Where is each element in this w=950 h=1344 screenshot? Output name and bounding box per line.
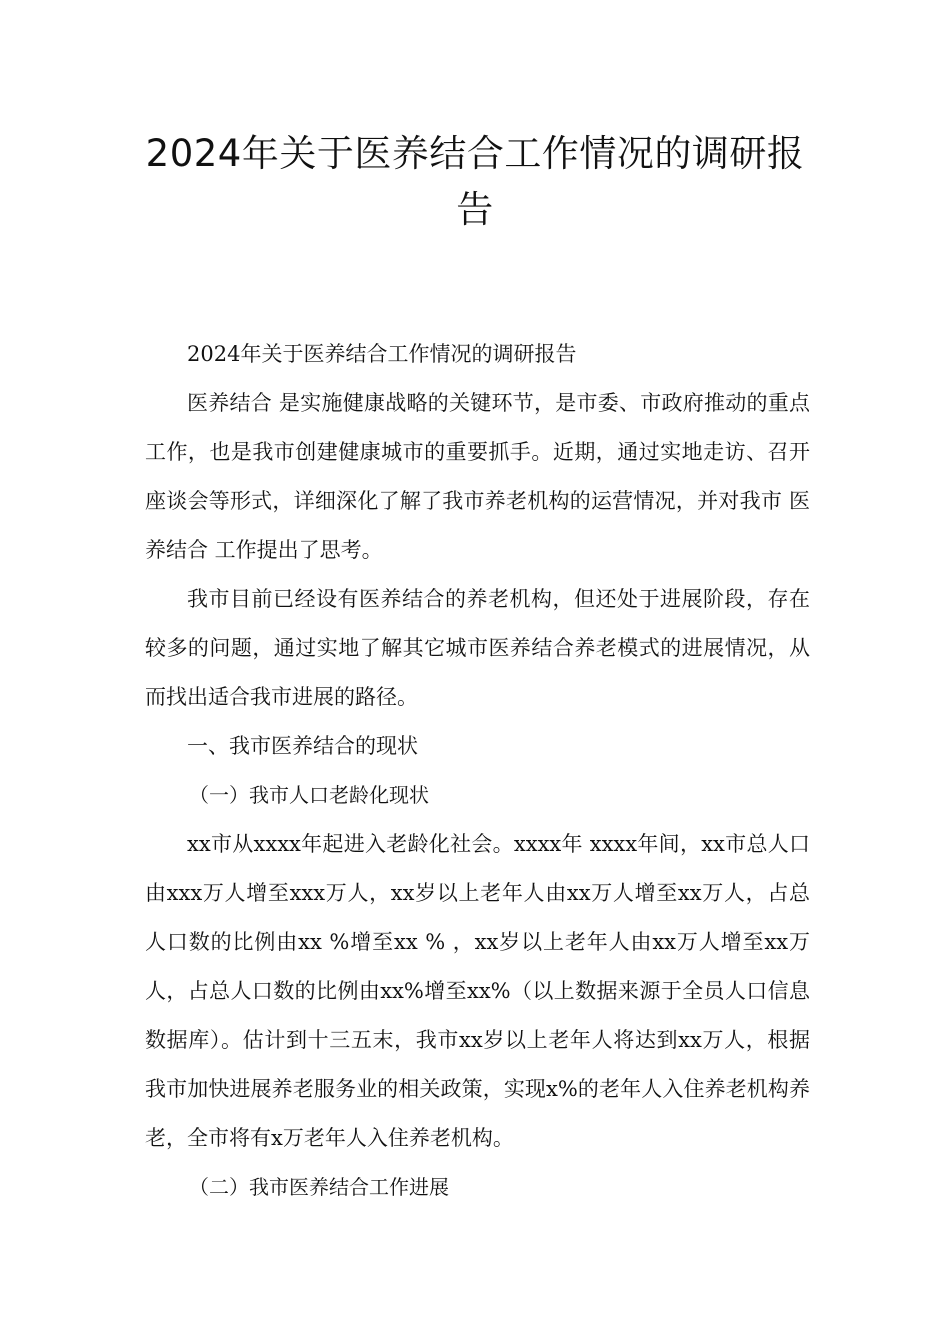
repeated-title-paragraph: 2024年关于医养结合工作情况的调研报告 bbox=[187, 342, 577, 366]
subsection-heading-1: （一）我市人口老龄化现状 bbox=[189, 783, 429, 807]
background-paragraph: 我市目前已经设有医养结合的养老机构，但还处于进展阶段，存在较多的问题，通过实地了解其它城市医养结合养老模式的进展情况，从而找出适合我市进展的路径。 bbox=[145, 587, 810, 709]
aging-status-paragraph: xx市从xxxx年起进入老龄化社会。xxxx年 xxxx年间，xx市总人口由xxx万人增至xxx万人，xx岁以上老年人由xx万人增至xx万人，占总人口数的比例由xx %增至xx % ，xx岁以上老年人由xx万人增至xx万人，占总人口数的比例由xx%增至xx%（以上数据来源于全员人口信息数据库）。估计到十三五末，我市xx岁以上老年人将达到xx万人，根据我市加快进展养老服务业的相关政策，实现x%的老年人入住养老机构养老，全市将有x万老年人入住养老机构。 bbox=[145, 832, 810, 1150]
intro-paragraph: 医养结合 是实施健康战略的关键环节，是市委、市政府推动的重点工作，也是我市创建健康城市的重要抓手。近期，通过实地走访、召开座谈会等形式，详细深化了解了我市养老机构的运营情况，并对我市 医养结合 工作提出了思考。 bbox=[145, 391, 810, 562]
subsection-heading-2: （二）我市医养结合工作进展 bbox=[189, 1175, 449, 1199]
document-title: 2024年关于医养结合工作情况的调研报告 bbox=[145, 132, 805, 231]
section-heading-1: 一、我市医养结合的现状 bbox=[187, 734, 418, 758]
document-body bbox=[145, 330, 810, 1212]
